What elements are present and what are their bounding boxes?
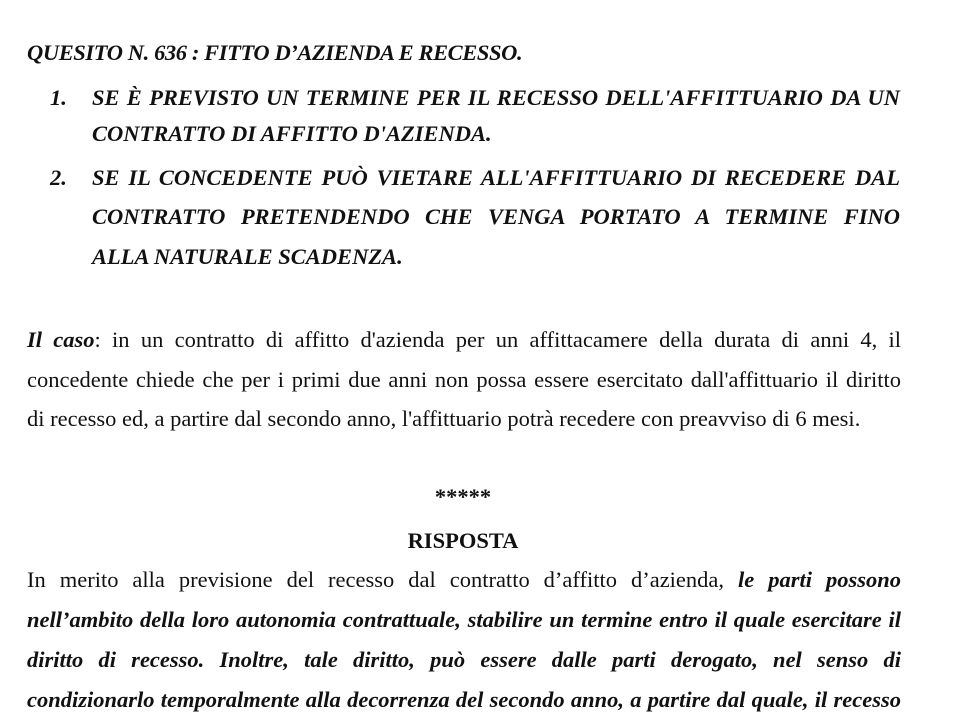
caso-line-3: di recesso ed, a partire dal secondo anno, l'affittuario potrà recedere con preavviso di 6 mesi.: [27, 406, 861, 431]
quesito-title: QUESITO N. 636 : FITTO D’AZIENDA E RECESSO.: [27, 40, 523, 65]
caso-line-1-text: : in un contratto di affitto d'azienda per un affittacamere della durata di anni 4, il: [94, 327, 902, 352]
item-2-line-2: CONTRATTO PRETENDENDO CHE VENGA PORTATO A TERMINE FINO: [92, 204, 900, 229]
caso-line-1: [27, 327, 901, 353]
risposta-line-2: nell’ambito della loro autonomia contrattuale, stabilire un termine entro il quale esercitare il: [27, 607, 901, 632]
item-1-line-2: CONTRATTO DI AFFITTO D'AZIENDA.: [92, 121, 492, 146]
risposta-line-1-text: In merito alla previsione del recesso dal contratto d’affitto d’azienda,: [27, 567, 739, 592]
risposta-line-4: condizionarlo temporalmente alla decorrenza del secondo anno, a partire dal quale, il recesso: [27, 687, 901, 712]
caso-label: Il caso: [27, 327, 95, 352]
risposta-line-3: diritto di recesso. Inoltre, tale diritto, può essere dalle parti derogato, nel senso di: [27, 647, 901, 672]
risposta-line-1: [27, 567, 901, 593]
item-2-number: 2.: [50, 165, 67, 190]
risposta-heading: RISPOSTA: [407, 528, 519, 553]
item-2-line-1: SE IL CONCEDENTE PUÒ VIETARE ALL'AFFITTUARIO DI RECEDERE DAL: [92, 165, 900, 190]
risposta-line-1-emphasis: le parti possono: [738, 567, 901, 592]
item-1-line-1: SE È PREVISTO UN TERMINE PER IL RECESSO DELL'AFFITTUARIO DA UN: [92, 85, 900, 110]
separator: *****: [434, 484, 492, 509]
item-1-number: 1.: [50, 85, 67, 110]
caso-line-2: concedente chiede che per i primi due anni non possa essere esercitato dall'affittuario il diritto: [27, 367, 901, 392]
item-2-line-3: ALLA NATURALE SCADENZA.: [92, 244, 403, 269]
